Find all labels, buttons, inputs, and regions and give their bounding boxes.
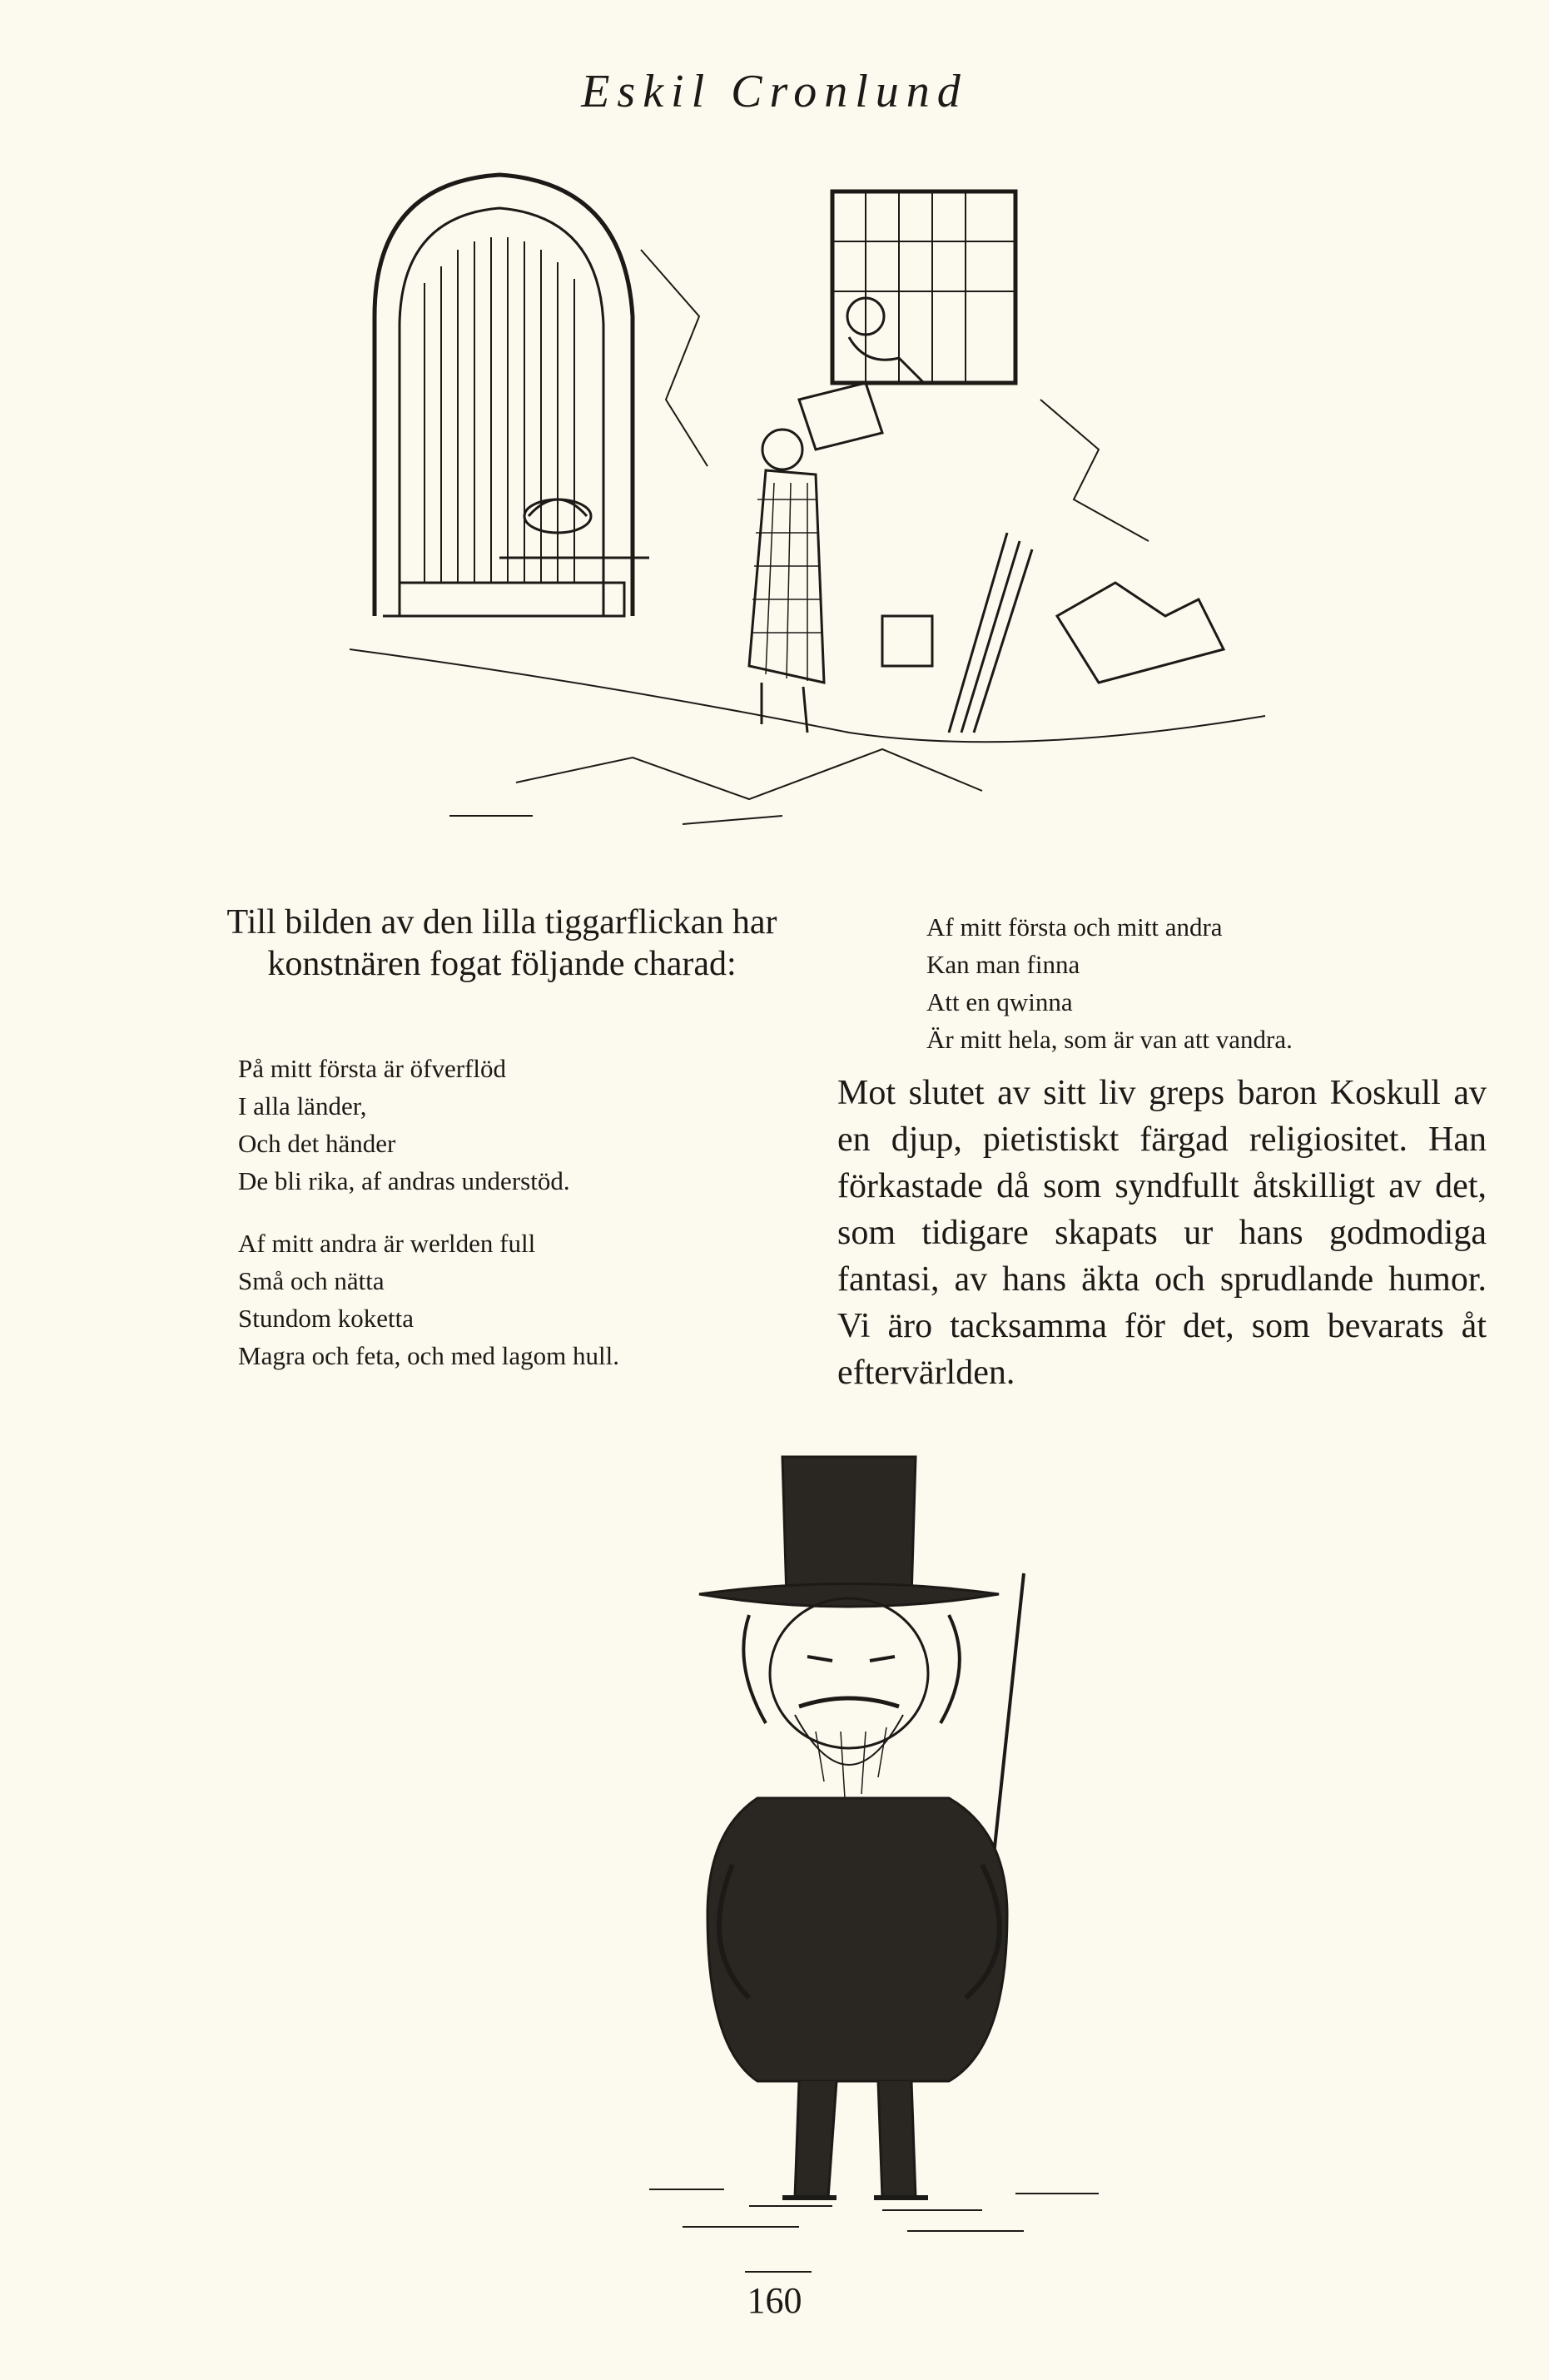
page-number: 160	[747, 2280, 802, 2321]
page-number-rule	[745, 2271, 812, 2273]
poem-line: Och det händer	[238, 1129, 396, 1158]
poem-line: Af mitt första och mitt andra	[926, 912, 1223, 942]
top-hat-gentleman-drawing	[633, 1448, 1132, 2248]
poem-line: Af mitt andra är werlden full	[238, 1229, 536, 1258]
poem-line: Kan man finna	[926, 950, 1080, 979]
running-header-author: Eskil Cronlund	[581, 66, 968, 117]
beggar-girl-drawing	[350, 150, 1273, 849]
poem-line: Är mitt hela, som är van att vandra.	[926, 1025, 1293, 1054]
top-hat-gentleman-illustration	[633, 1448, 1132, 2248]
closing-paragraph: Mot slutet av sitt liv greps baron Koskull av en djup, pietistiskt färgad religiositet. Han förkastade då som syndfullt åtskilligt av det, som tidigare skapats ur hans godmodiga fantasi, av hans äkta och sprudlande humor. Vi äro tacksamma för det, som bevarats åt eftervärlden.	[837, 1074, 1487, 1392]
poem-line: I alla länder,	[238, 1091, 367, 1120]
poem-line: På mitt första är öfverflöd	[238, 1054, 506, 1083]
poem-line: Att en qwinna	[926, 987, 1073, 1016]
poem-line: De bli rika, af andras understöd.	[238, 1166, 570, 1195]
poem-line: Stundom koketta	[238, 1304, 414, 1333]
beggar-girl-illustration	[350, 150, 1273, 849]
poem-line: Små och nätta	[238, 1266, 385, 1295]
intro-paragraph: Till bilden av den lilla tiggarflickan har konstnären fogat följande charad:	[226, 903, 777, 983]
charade-stanza-1	[238, 1050, 737, 1200]
charade-stanza-2	[238, 1225, 804, 1374]
charade-stanza-3	[926, 908, 1501, 1058]
left-column	[173, 902, 831, 985]
poem-line: Magra och feta, och med lagom hull.	[238, 1341, 619, 1370]
